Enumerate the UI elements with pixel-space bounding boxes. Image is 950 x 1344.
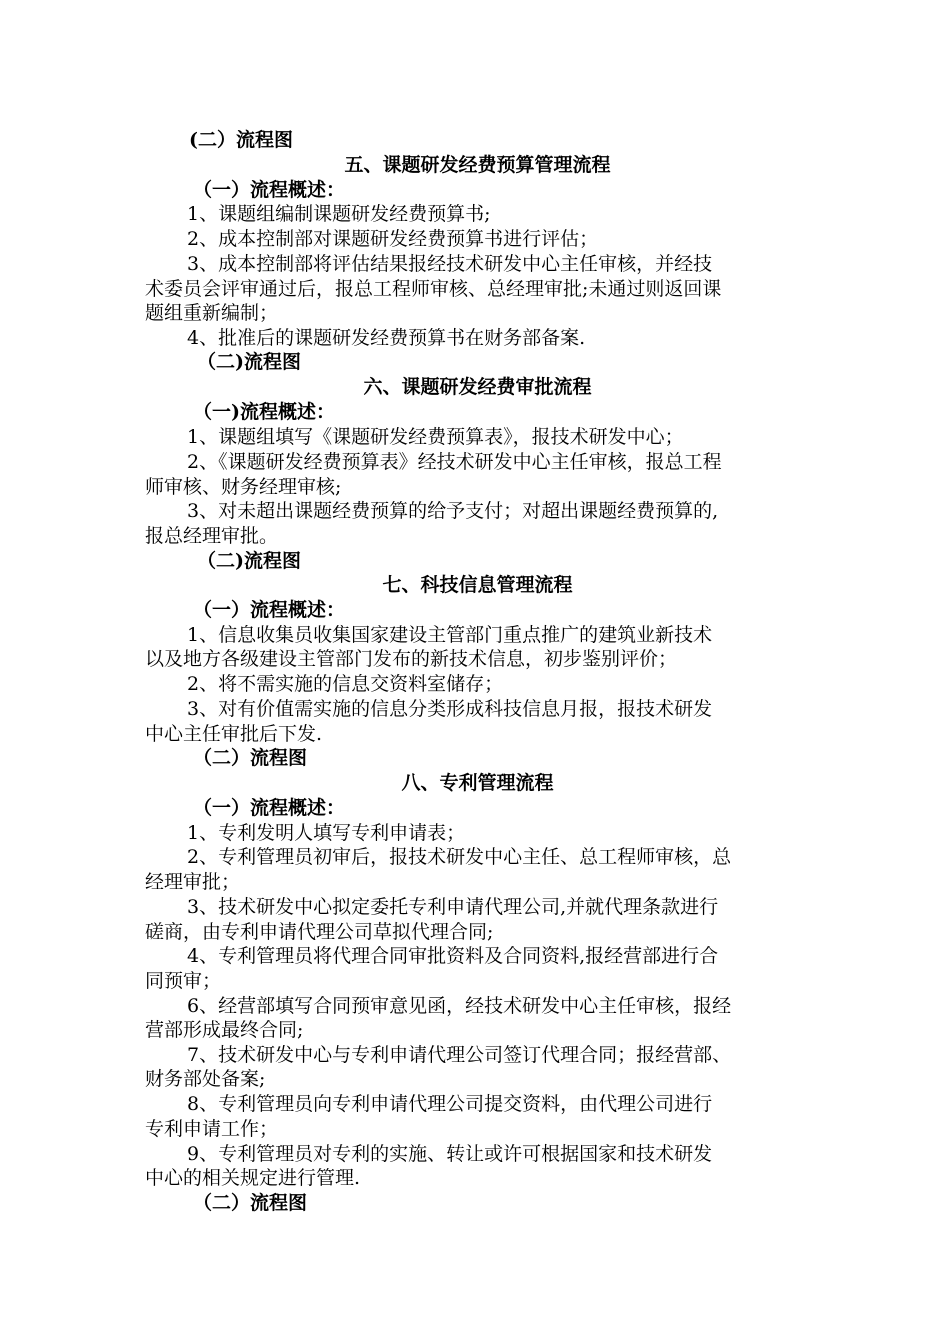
body-text-line: 中心主任审批后下发. <box>145 723 323 745</box>
body-text-line: 4、专利管理员将代理合同审批资料及合同资料,报经营部进行合 <box>187 945 719 967</box>
section-heading: 六、课题研发经费审批流程 <box>363 376 592 398</box>
subsection-heading: （二)流程图 <box>197 550 301 572</box>
body-text-line: 以及地方各级建设主管部门发布的新技术信息，初步鉴别评价； <box>145 648 678 670</box>
body-text-line: 2、将不需实施的信息交资料室储存； <box>187 673 504 695</box>
body-text-line: 6、经营部填写合同预审意见函，经技术研发中心主任审核，报经 <box>187 995 732 1017</box>
body-text-line: 专利申请工作； <box>145 1118 279 1140</box>
body-text-line: 2、成本控制部对课题研发经费预算书进行评估； <box>187 228 599 250</box>
body-text-line: 财务部处备案; <box>145 1068 266 1090</box>
body-text-line: 3、对有价值需实施的信息分类形成科技信息月报，报技术研发 <box>187 698 713 720</box>
body-text-line: 同预审； <box>145 970 222 992</box>
section-heading: 八、专利管理流程 <box>401 772 554 794</box>
body-text-line: 1、专利发明人填写专利申请表； <box>187 822 466 844</box>
body-text-line: 9、专利管理员对专利的实施、转让或许可根据国家和技术研发 <box>187 1143 713 1165</box>
body-text-line: 3、技术研发中心拟定委托专利申请代理公司,并就代理条款进行 <box>187 896 719 918</box>
subsection-heading: （一)流程概述： <box>193 401 335 423</box>
body-text-line: 4、批准后的课题研发经费预算书在财务部备案. <box>187 327 586 349</box>
body-text-line: 7、技术研发中心与专利申请代理公司签订代理合同；报经营部、 <box>187 1044 732 1066</box>
body-text-line: 营部形成最终合同; <box>145 1019 304 1041</box>
body-text-line: 经理审批； <box>145 871 241 893</box>
subsection-heading: （二）流程图 <box>193 747 308 769</box>
body-text-line: 8、专利管理员向专利申请代理公司提交资料，由代理公司进行 <box>187 1093 713 1115</box>
subsection-heading: (二）流程图 <box>189 129 293 151</box>
body-text-line: 1、课题组填写《课题研发经费预算表》，报技术研发中心； <box>187 426 684 448</box>
body-text-line: 2、《课题研发经费预算表》经技术研发中心主任审核，报总工程 <box>187 451 722 473</box>
body-text-line: 3、对未超出课题经费预算的给予支付；对超出课题经费预算的, <box>187 500 719 522</box>
body-text-line: 3、成本控制部将评估结果报经技术研发中心主任审核，并经技 <box>187 253 713 275</box>
body-text-line: 报总经理审批。 <box>145 525 279 547</box>
body-text-line: 师审核、财务经理审核; <box>145 476 342 498</box>
subsection-heading: （一）流程概述： <box>193 599 346 621</box>
section-heading: 五、课题研发经费预算管理流程 <box>344 154 611 176</box>
body-text-line: 1、信息收集员收集国家建设主管部门重点推广的建筑业新技术 <box>187 624 713 646</box>
body-text-line: 1、课题组编制课题研发经费预算书; <box>187 203 491 225</box>
body-text-line: 术委员会评审通过后，报总工程师审核、总经理审批;未通过则返回课 <box>145 278 722 300</box>
body-text-line: 2、专利管理员初审后，报技术研发中心主任、总工程师审核，总 <box>187 846 732 868</box>
body-text-line: 中心的相关规定进行管理. <box>145 1167 361 1189</box>
section-heading: 七、科技信息管理流程 <box>382 574 573 596</box>
subsection-heading: （一）流程概述： <box>193 179 346 201</box>
subsection-heading: （二）流程图 <box>193 1192 308 1214</box>
body-text-line: 磋商，由专利申请代理公司草拟代理合同; <box>145 921 494 943</box>
subsection-heading: （二)流程图 <box>197 351 301 373</box>
subsection-heading: （一）流程概述： <box>193 797 346 819</box>
body-text-line: 题组重新编制； <box>145 302 279 324</box>
